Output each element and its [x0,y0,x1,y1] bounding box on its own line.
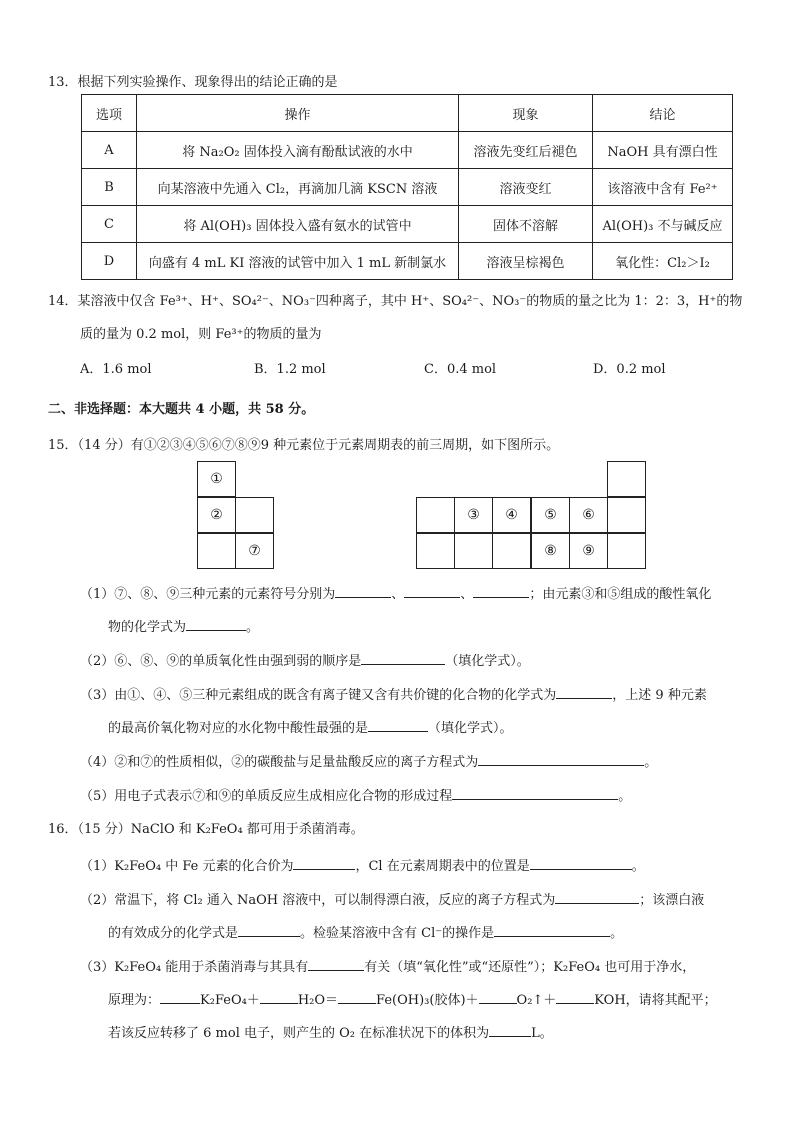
q16-p3-text-b: 有关（填“氧化性”或“还原性”）；K₂FeO₄ 也可用于净水， [364,960,696,975]
q16-p2-text-a: （2）常温下，将 Cl₂ 通入 NaOH 溶液中，可以制得漂白液，反应的离子方程式为 [80,893,556,908]
answer-blank[interactable] [556,989,594,1004]
q15-p5-text: （5）用电子式表示⑦和⑨的单质反应生成相应化合物的形成过程 [80,789,453,804]
answer-blank[interactable] [473,583,529,598]
q16-p3-text-a: （3）K₂FeO₄ 能用于杀菌消毒与其具有 [80,960,309,975]
q15-p1-period: 。 [246,620,260,635]
q15-intro: 15．（14 分）有①②③④⑤⑥⑦⑧⑨9 种元素位于元素周期表的前三周期，如下图所示。 [48,438,560,453]
element-cell-9: ⑨ [569,533,608,569]
answer-blank[interactable] [338,989,376,1004]
conclusion-cell: NaOH 具有漂白性 [593,132,733,169]
operation-cell: 向盛有 4 mL KI 溶液的试管中加入 1 mL 新制氯水 [137,243,459,280]
element-cell-empty [454,533,493,569]
element-cell-5: ⑤ [531,497,570,533]
option-cell: C [82,206,137,243]
element-cell-empty [416,497,455,533]
element-cell-3: ③ [454,497,493,533]
q15-p1-text-b: ；由元素③和⑤组成的酸性氧化 [529,587,712,602]
answer-blank[interactable] [335,583,391,598]
q15-part2 [80,650,530,671]
q15-part1-line2 [108,616,259,637]
q15-p1-text-a: （1）⑦、⑧、⑨三种元素的元素符号分别为 [80,587,336,602]
table-header-row [82,95,733,132]
conclusion-cell: 该溶液中含有 Fe²⁺ [593,169,733,206]
conclusion-cell: Al(OH)₃ 不与碱反应 [593,206,733,243]
q16-eq-term5: KOH，请将其配平； [594,993,717,1008]
q16-part2-line2 [108,922,623,943]
answer-blank[interactable] [260,989,298,1004]
q15-p4-period: 。 [644,755,658,770]
element-cell-7: ⑦ [235,533,274,569]
header-option: 选项 [82,95,137,132]
answer-blank[interactable] [368,717,428,732]
table-row [82,169,733,206]
q16-eq-term2: H₂O＝ [297,993,339,1008]
q15-part3-line2 [108,717,513,738]
choice-b: B．1.2 mol [254,362,326,377]
answer-blank[interactable] [293,855,355,870]
answer-blank[interactable] [238,922,300,937]
q15-p3-text-b: ，上述 9 种元素 [612,688,707,703]
q15-p3-text-c: 的最高价氧化物对应的水化物中酸性最强的是 [108,721,369,736]
phenomenon-cell: 溶液先变红后褪色 [459,132,593,169]
q15-p1-text-c: 物的化学式为 [108,620,187,635]
q16-p2-text-b: ；该漂白液 [639,893,705,908]
q16-part3-line2 [108,989,717,1010]
q16-p2-period: 。 [610,926,624,941]
q16-eq-term3: Fe(OH)₃(胶体)＋ [376,993,479,1008]
q16-p1-text-b: ，Cl 在元素周期表中的位置是 [355,859,530,874]
q15-part3-line1 [80,684,707,705]
q13-title: 13．根据下列实验操作、现象得出的结论正确的是 [48,75,338,90]
phenomenon-cell: 固体不溶解 [459,206,593,243]
choice-c: C．0.4 mol [424,362,497,377]
q16-p1-text-a: （1）K₂FeO₄ 中 Fe 元素的化合价为 [80,859,294,874]
element-cell-empty [197,533,236,569]
option-cell: B [82,169,137,206]
table-row [82,206,733,243]
q15-p2-text-a: （2）⑥、⑧、⑨的单质氧化性由强到弱的顺序是 [80,654,362,669]
element-cell-6: ⑥ [569,497,608,533]
table-row [82,243,733,280]
section-heading: 二、非选择题：本大题共 4 小题，共 58 分。 [48,402,315,417]
q16-part1 [80,855,645,876]
q16-eq-term4: O₂↑＋ [516,993,557,1008]
q16-part3-line3 [108,1022,553,1043]
option-cell: A [82,132,137,169]
q15-p3-text-d: （填化学式）。 [428,721,513,736]
q15-part1-line1 [80,583,711,604]
q16-p3-text-d: 若该反应转移了 6 mol 电子，则产生的 O₂ 在标准状况下的体积为 [108,1026,490,1041]
q15-part5 [80,785,631,806]
choice-d: D．0.2 mol [593,362,666,377]
element-cell-2: ② [197,497,236,533]
q15-p1-sep2: 、 [460,587,474,602]
q14-stem-line1: 14．某溶液中仅含 Fe³⁺、H⁺、SO₄²⁻、NO₃⁻四种离子，其中 H⁺、SO₄²⁻、NO₃⁻的物质的量之比为 1：2：3，H⁺的物 [48,294,743,309]
element-cell-8: ⑧ [531,533,570,569]
q15-p1-sep1: 、 [391,587,405,602]
q16-part2-line1 [80,889,704,910]
element-cell-empty [416,533,455,569]
q15-p3-text-a: （3）由①、④、⑤三种元素组成的既含有离子键又含有共价键的化合物的化学式为 [80,688,557,703]
element-cell-1: ① [197,461,236,497]
table-row [82,132,733,169]
operation-cell: 将 Na₂O₂ 固体投入滴有酚酞试液的水中 [137,132,459,169]
element-cell-empty [607,461,646,497]
option-cell: D [82,243,137,280]
q16-p3-text-c: 原理为： [108,993,161,1008]
answer-blank[interactable] [404,583,460,598]
phenomenon-cell: 溶液呈棕褐色 [459,243,593,280]
answer-blank[interactable] [160,989,200,1004]
answer-blank[interactable] [478,751,644,766]
answer-blank[interactable] [530,855,632,870]
q16-p3-text-e: L。 [531,1026,553,1041]
operation-cell: 向某溶液中先通入 Cl₂，再滴加几滴 KSCN 溶液 [137,169,459,206]
answer-blank[interactable] [308,956,364,971]
q15-part4 [80,751,657,772]
q16-part3-line1 [80,956,695,977]
q15-p5-period: 。 [618,789,632,804]
choice-a: A．1.6 mol [80,362,152,377]
operation-cell: 将 Al(OH)₃ 固体投入盛有氨水的试管中 [137,206,459,243]
conclusion-cell: 氧化性：Cl₂＞I₂ [593,243,733,280]
q16-eq-term1: K₂FeO₄＋ [200,993,260,1008]
answer-blank[interactable] [494,922,610,937]
element-cell-empty [492,533,531,569]
q13-table [81,94,733,280]
element-cell-4: ④ [492,497,531,533]
header-operation: 操作 [137,95,459,132]
element-cell-empty [235,497,274,533]
element-cell-empty [607,533,646,569]
q16-p1-period: 。 [631,859,645,874]
q16-p2-text-c: 的有效成分的化学式是 [108,926,239,941]
header-conclusion: 结论 [593,95,733,132]
answer-blank[interactable] [556,684,612,699]
q16-p2-text-d: 。检验某溶液中含有 Cl⁻的操作是 [300,926,495,941]
answer-blank[interactable] [361,650,445,665]
phenomenon-cell: 溶液变红 [459,169,593,206]
header-phenomenon: 现象 [459,95,593,132]
answer-blank[interactable] [186,616,246,631]
q16-intro: 16．（15 分）NaClO 和 K₂FeO₄ 都可用于杀菌消毒。 [48,822,364,837]
answer-blank[interactable] [489,1022,531,1037]
answer-blank[interactable] [555,889,639,904]
q15-p2-text-b: （填化学式）。 [445,654,530,669]
q15-p4-text: （4）②和⑦的性质相似，②的碳酸盐与足量盐酸反应的离子方程式为 [80,755,479,770]
answer-blank[interactable] [479,989,517,1004]
q14-stem-line2: 质的量为 0.2 mol，则 Fe³⁺的物质的量为 [80,327,322,342]
element-cell-empty [607,497,646,533]
answer-blank[interactable] [452,785,618,800]
